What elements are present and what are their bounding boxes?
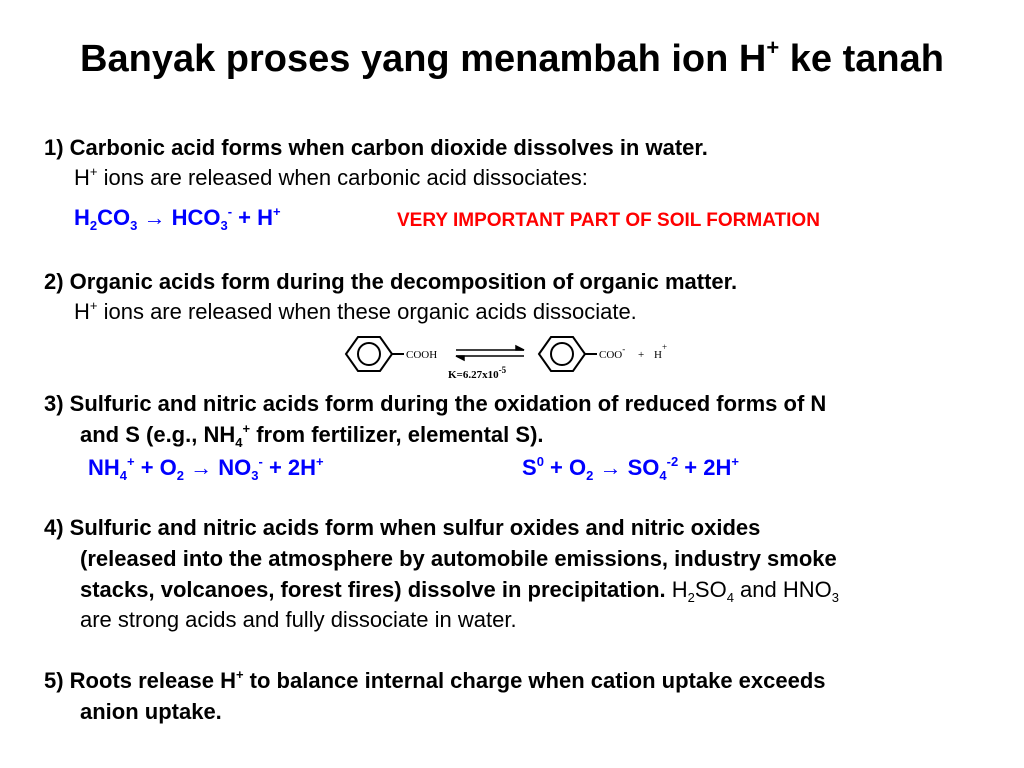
- plus-sign: +: [638, 349, 645, 361]
- reaction-arrow: →: [184, 455, 219, 480]
- eq-sub: 2: [89, 218, 98, 233]
- eq-part: + O: [543, 455, 587, 480]
- text-part: to balance internal charge when cation uptake exceeds: [243, 668, 826, 693]
- point-1-heading: 1) Carbonic acid forms when carbon dioxide dissolves in water.: [44, 135, 708, 160]
- subtext-rest: ions are released when carbonic acid dissociates:: [97, 165, 588, 190]
- equilibrium-constant: $K=6.27x10^{-5}$: [448, 365, 507, 381]
- point-4-line-3: [80, 576, 839, 603]
- reaction-arrow: →: [137, 205, 172, 230]
- point-4-line-1: 4) Sulfuric and nitric acids form when sulfur oxides and nitric oxides: [44, 515, 761, 540]
- eq-sup: +: [127, 454, 135, 469]
- eq-part: S: [522, 455, 537, 480]
- point-4-line-4: are strong acids and fully dissociate in water.: [80, 607, 517, 632]
- eq-part: HCO: [171, 205, 221, 230]
- text-sub: 4: [726, 590, 734, 605]
- eq-part: SO: [627, 455, 660, 480]
- point-3-heading-line-1: 3) Sulfuric and nitric acids form during the oxidation of reduced forms of N: [44, 391, 827, 416]
- text-sup: +: [235, 667, 244, 682]
- point-5-line-2: anion uptake.: [80, 699, 222, 724]
- point-2-subtext: [74, 298, 637, 325]
- title-text: Banyak proses yang menambah ion H: [80, 38, 767, 80]
- text-part: and S (e.g., NH: [80, 422, 236, 447]
- eq-sup: +: [316, 454, 324, 469]
- carbonic-acid-equation: [74, 204, 281, 231]
- point-1-subtext: [74, 164, 588, 191]
- text-part-bold: stacks, volcanoes, forest fires) dissolve in precipitation.: [80, 577, 666, 602]
- text-part: from fertilizer, elemental S).: [250, 422, 544, 447]
- text-part: and HNO: [733, 577, 832, 602]
- text-sup: +: [242, 421, 251, 436]
- text-part: SO: [694, 577, 727, 602]
- text-part: H: [665, 577, 688, 602]
- sulfur-equation: [522, 454, 739, 481]
- eq-part: NO: [218, 455, 252, 480]
- eq-sup: 0: [536, 454, 544, 469]
- eq-part: CO: [97, 205, 131, 230]
- slide-title: [0, 35, 1024, 81]
- text-part: 5) Roots release H: [44, 668, 236, 693]
- text-sub: 3: [831, 590, 839, 605]
- point-3-heading-line-2: [80, 421, 544, 448]
- title-superscript: +: [766, 35, 780, 60]
- eq-sup: +: [273, 204, 281, 219]
- proton-label: H+: [654, 342, 668, 361]
- subtext-h: H: [74, 299, 90, 324]
- benzene-ring-right-icon: [539, 337, 597, 371]
- eq-sup: -2: [666, 454, 679, 469]
- eq-sub: 3: [220, 218, 228, 233]
- eq-sup: -: [258, 454, 263, 469]
- subtext-h: H: [74, 165, 90, 190]
- eq-part: NH: [88, 455, 120, 480]
- benzoic-acid-reaction: [340, 334, 680, 386]
- subtext-sup: +: [89, 298, 98, 313]
- eq-sub: 2: [176, 468, 185, 483]
- point-2-heading: 2) Organic acids form during the decomposition of organic matter.: [44, 269, 738, 294]
- cooh-label: COOH: [406, 349, 438, 361]
- eq-sup: -: [227, 204, 233, 219]
- text-sub: 2: [687, 590, 695, 605]
- eq-part: + O: [134, 455, 177, 480]
- carboxylate-label: COO-: [599, 344, 626, 361]
- reaction-arrow: →: [593, 455, 628, 480]
- title-text-end: ke tanah: [779, 38, 944, 80]
- subtext-rest: ions are released when these organic acids dissociate.: [97, 299, 637, 324]
- eq-sup: +: [731, 454, 739, 469]
- text-sub: 4: [235, 435, 243, 450]
- eq-part: H: [74, 205, 90, 230]
- eq-part: + 2H: [262, 455, 317, 480]
- ammonium-equation: [88, 454, 324, 481]
- important-note: VERY IMPORTANT PART OF SOIL FORMATION: [397, 210, 820, 231]
- benzene-ring-left-icon: [346, 337, 404, 371]
- eq-sub: 2: [586, 468, 594, 483]
- eq-sub: 3: [130, 218, 138, 233]
- point-4-line-2: (released into the atmosphere by automobile emissions, industry smoke: [80, 546, 837, 571]
- eq-sub: 4: [659, 468, 667, 483]
- eq-part: + H: [232, 205, 274, 230]
- equilibrium-arrow-icon: [456, 346, 524, 360]
- eq-sub: 3: [251, 468, 259, 483]
- point-5-line-1: [44, 667, 826, 694]
- eq-part: + 2H: [678, 455, 732, 480]
- eq-sub: 4: [119, 468, 128, 483]
- subtext-sup: +: [89, 164, 98, 179]
